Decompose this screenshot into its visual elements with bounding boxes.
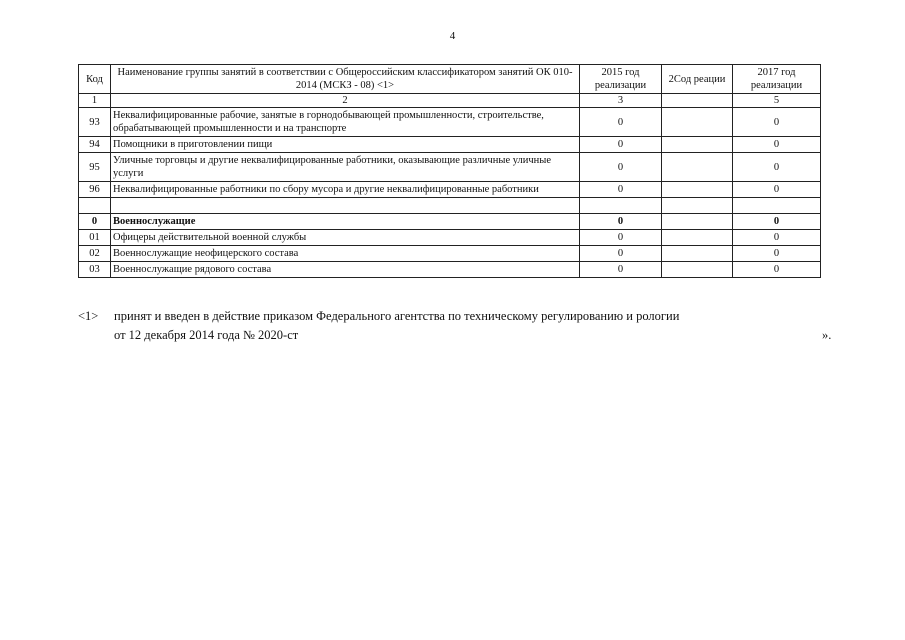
row-name: Неквалифицированные рабочие, занятые в горнодобывающей промышленности, строительстве, обрабатывающей промышленности и на транспорте: [111, 108, 580, 137]
row-name: Офицеры действительной военной службы: [111, 230, 580, 246]
footnote-date: от 12 декабря 2014 года № 2020-ст: [114, 328, 299, 342]
table-row: [79, 137, 821, 153]
row-value-2015: [580, 198, 662, 214]
row-value-2017: 0: [733, 153, 821, 182]
row-value-2017: 0: [733, 182, 821, 198]
row-name: Военнослужащие рядового состава: [111, 262, 580, 278]
row-value-2016: [662, 108, 733, 137]
footnote: [78, 307, 838, 345]
table-row: [79, 153, 821, 182]
row-name: [111, 198, 580, 214]
row-value-2017: 0: [733, 214, 821, 230]
row-value-2016: [662, 230, 733, 246]
row-value-2016: [662, 137, 733, 153]
column-number: 3: [580, 94, 662, 108]
row-value-2016: [662, 182, 733, 198]
table-row: [79, 246, 821, 262]
row-value-2015: 0: [580, 214, 662, 230]
row-value-2016: [662, 153, 733, 182]
row-value-2015: 0: [580, 230, 662, 246]
row-value-2015: 0: [580, 182, 662, 198]
table-row-empty: [79, 198, 821, 214]
header-2017: 2017 год реализации: [733, 65, 821, 94]
row-code: 95: [79, 153, 111, 182]
header-row: [79, 65, 821, 94]
table-row: [79, 262, 821, 278]
footnote-line-1: [78, 307, 838, 326]
row-value-2017: 0: [733, 137, 821, 153]
table-row: [79, 230, 821, 246]
footnote-closing-quote: ».: [822, 328, 832, 342]
row-value-2015: 0: [580, 153, 662, 182]
row-value-2017: [733, 198, 821, 214]
row-code: 94: [79, 137, 111, 153]
table-row-group-total: [79, 214, 821, 230]
column-number: 5: [733, 94, 821, 108]
table-row: [79, 182, 821, 198]
row-value-2015: 0: [580, 262, 662, 278]
row-value-2016: [662, 214, 733, 230]
row-name: Военнослужащие неофицерского состава: [111, 246, 580, 262]
footnote-line-2: [78, 326, 838, 345]
row-name: Помощники в приготовлении пищи: [111, 137, 580, 153]
header-name: Наименование группы занятий в соответствии с Общероссийским классификатором занятий ОК 010-2014 (МСКЗ - 08) <1>: [111, 65, 580, 94]
row-value-2017: 0: [733, 230, 821, 246]
column-number: 2: [111, 94, 580, 108]
row-value-2017: 0: [733, 108, 821, 137]
header-2015: 2015 год реализации: [580, 65, 662, 94]
row-value-2016: [662, 262, 733, 278]
row-name: Уличные торговцы и другие неквалифицированные работники, оказывающие различные уличные услуги: [111, 153, 580, 182]
row-value-2015: 0: [580, 246, 662, 262]
column-number: [662, 94, 733, 108]
row-code: 0: [79, 214, 111, 230]
row-value-2016: [662, 246, 733, 262]
column-number: 1: [79, 94, 111, 108]
row-value-2017: 0: [733, 246, 821, 262]
row-code: 93: [79, 108, 111, 137]
row-name: Военнослужащие: [111, 214, 580, 230]
row-code: 01: [79, 230, 111, 246]
table-row: [79, 108, 821, 137]
occupation-table: [78, 64, 821, 278]
row-code: 02: [79, 246, 111, 262]
row-name: Неквалифицированные работники по сбору мусора и другие неквалифицированные работники: [111, 182, 580, 198]
header-code: Код: [79, 65, 111, 94]
row-code: 96: [79, 182, 111, 198]
footnote-marker: <1>: [78, 309, 99, 323]
row-value-2017: 0: [733, 262, 821, 278]
row-value-2015: 0: [580, 108, 662, 137]
row-code: [79, 198, 111, 214]
page-number: 4: [449, 30, 456, 42]
header-2016: 2Сод реации: [662, 65, 733, 94]
column-number-row: [79, 94, 821, 108]
footnote-text: принят и введен в действие приказом Федерального агентства по техническому регулированию и рологии: [114, 309, 680, 323]
row-value-2016: [662, 198, 733, 214]
row-code: 03: [79, 262, 111, 278]
row-value-2015: 0: [580, 137, 662, 153]
